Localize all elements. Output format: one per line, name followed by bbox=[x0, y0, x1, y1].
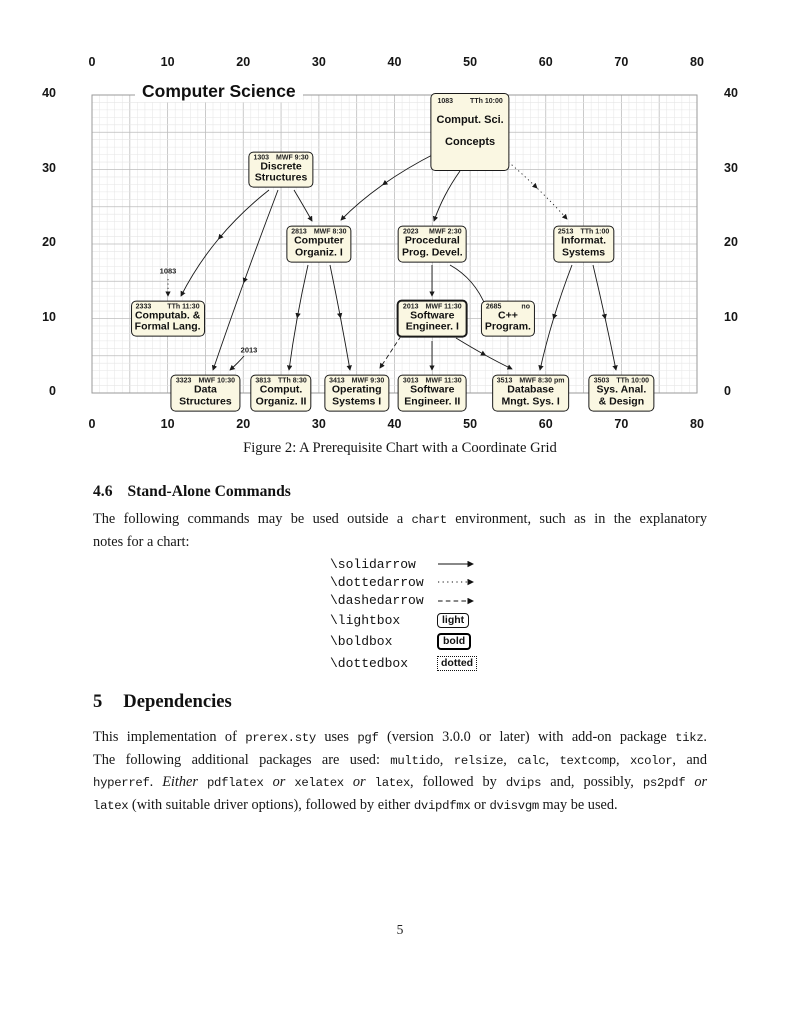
x-axis-tick: 0 bbox=[88, 55, 96, 69]
code-token: prerex.sty bbox=[245, 731, 316, 745]
course-schedule: MWF 10:30 bbox=[198, 377, 236, 385]
course-title-line: Computer bbox=[294, 234, 344, 247]
text-run: , bbox=[503, 751, 518, 768]
command-row bbox=[330, 631, 483, 652]
course-title-line: Sys. Anal. bbox=[596, 383, 647, 396]
course-title-line: Structures bbox=[254, 172, 308, 184]
command-row bbox=[330, 592, 483, 610]
dotted-arrow-sample bbox=[437, 577, 483, 587]
course-schedule: TTh 11:30 bbox=[167, 303, 200, 311]
x-axis-tick: 10 bbox=[160, 417, 175, 431]
dependencies-paragraph-line bbox=[93, 750, 707, 773]
course-title-line: & Design bbox=[598, 395, 645, 408]
code-token: dvips bbox=[505, 776, 542, 791]
course-title-line: Data bbox=[194, 383, 217, 396]
x-axis-tick: 20 bbox=[236, 417, 251, 431]
course-code: 3013 bbox=[402, 377, 419, 385]
command-row bbox=[330, 573, 483, 591]
course-title-line: Concepts bbox=[445, 135, 496, 148]
course-code: 2513 bbox=[557, 228, 574, 236]
text-run: and, possibly, bbox=[541, 774, 643, 791]
section-title: Dependencies bbox=[123, 691, 232, 712]
course-title-line: Operating bbox=[331, 383, 382, 396]
course-title-line: C++ bbox=[498, 309, 518, 322]
dotted-box-sample bbox=[437, 656, 481, 671]
course-code: 2013 bbox=[402, 303, 419, 311]
course-title-line: Organiz. I bbox=[294, 246, 343, 259]
text-run: The following additional packages are used: bbox=[93, 751, 391, 768]
course-box-3513 bbox=[492, 375, 570, 412]
x-axis-tick: 0 bbox=[88, 417, 96, 431]
text-run: . bbox=[703, 729, 707, 745]
dependencies-paragraph-line bbox=[93, 727, 707, 750]
x-axis-tick: 60 bbox=[538, 417, 553, 431]
course-title-line: Program. bbox=[484, 321, 531, 333]
chart-title: Computer Science bbox=[135, 81, 303, 102]
code-token: latex bbox=[374, 776, 411, 791]
command-name: \boldbox bbox=[330, 634, 393, 650]
course-schedule: TTh 1:00 bbox=[580, 228, 610, 236]
light-box-sample bbox=[437, 613, 481, 628]
text-run bbox=[685, 774, 694, 790]
course-code: 2023 bbox=[402, 228, 419, 236]
course-title-line: Software bbox=[410, 383, 455, 396]
section-number: 5 bbox=[93, 691, 103, 712]
text-run bbox=[285, 774, 294, 790]
text-run: , and bbox=[672, 751, 707, 768]
code-token: chart bbox=[411, 513, 447, 527]
dependencies-paragraph-line bbox=[93, 795, 707, 818]
dotted-box-label: dotted bbox=[437, 656, 477, 671]
stand-alone-paragraph-line bbox=[93, 509, 707, 532]
course-schedule: MWF 11:30 bbox=[425, 377, 462, 385]
course-box-2013 bbox=[397, 299, 468, 338]
course-title-line: Mngt. Sys. I bbox=[501, 395, 560, 408]
code-token: tikz bbox=[675, 731, 704, 745]
course-title-line: Organiz. II bbox=[255, 395, 307, 408]
course-title-line: Informat. bbox=[561, 234, 607, 247]
text-run: (version 3.0.0 or later) with add-on package bbox=[378, 729, 676, 745]
x-axis-tick: 70 bbox=[614, 55, 629, 69]
text-run: or bbox=[470, 796, 490, 813]
course-code: 1303 bbox=[253, 154, 270, 162]
course-title-line: Software bbox=[410, 309, 455, 322]
x-axis-tick: 60 bbox=[538, 55, 553, 69]
course-title-line: Engineer. II bbox=[404, 395, 461, 408]
x-axis-tick: 50 bbox=[463, 417, 478, 431]
text-run: or bbox=[694, 774, 708, 791]
course-title-line: Comput. bbox=[259, 383, 303, 396]
command-name: \dottedbox bbox=[330, 655, 409, 671]
x-axis-tick: 80 bbox=[690, 55, 704, 69]
x-axis-tick: 10 bbox=[160, 55, 175, 69]
course-title-line: Discrete bbox=[260, 160, 302, 173]
light-box-label: light bbox=[437, 613, 469, 628]
code-token: calc bbox=[517, 753, 546, 768]
code-token: relsize bbox=[453, 753, 504, 768]
course-title-line: Database bbox=[507, 383, 554, 396]
course-box-3503 bbox=[589, 375, 654, 412]
command-name: \dashedarrow bbox=[330, 593, 424, 609]
code-token: dvisvgm bbox=[489, 798, 539, 813]
code-token: textcomp bbox=[559, 753, 616, 768]
code-token: ps2pdf bbox=[642, 776, 686, 791]
x-axis-tick: 70 bbox=[614, 417, 629, 431]
x-axis-tick: 40 bbox=[387, 55, 402, 69]
course-schedule: MWF 9:30 bbox=[351, 377, 385, 385]
course-schedule: MWF 11:30 bbox=[425, 303, 462, 311]
stand-alone-paragraph-line bbox=[93, 532, 707, 554]
text-run: , bbox=[616, 751, 630, 768]
course-box-2333 bbox=[131, 300, 205, 337]
page-number: 5 bbox=[396, 922, 404, 937]
course-title-line: Systems bbox=[561, 246, 606, 259]
text-run bbox=[264, 774, 273, 790]
course-code: 2333 bbox=[135, 303, 152, 311]
text-run: may be used. bbox=[538, 796, 618, 813]
course-box-3413 bbox=[324, 375, 389, 412]
paragraph-dependencies bbox=[93, 727, 707, 817]
text-run: , followed by bbox=[410, 774, 506, 791]
course-code: 3323 bbox=[175, 377, 192, 385]
text-run: Either bbox=[162, 774, 198, 791]
y-axis-tick: 10 bbox=[42, 309, 56, 324]
course-header bbox=[437, 97, 504, 105]
text-run: The following commands may be used outside a bbox=[93, 511, 412, 527]
code-token: pgf bbox=[357, 731, 379, 745]
text-run bbox=[198, 774, 207, 790]
course-code: 3413 bbox=[329, 377, 345, 385]
y-axis-tick: 20 bbox=[42, 235, 56, 249]
course-title-line: Systems I bbox=[332, 395, 382, 408]
code-token: xcolor bbox=[629, 753, 673, 768]
course-code: 3813 bbox=[255, 377, 271, 385]
half-course-label-2013: 2013 bbox=[240, 345, 258, 355]
course-box-3323 bbox=[171, 375, 240, 412]
section-title: Stand-Alone Commands bbox=[127, 483, 291, 500]
course-title-line: Structures bbox=[179, 395, 232, 408]
paragraph-stand-alone bbox=[93, 509, 707, 553]
text-run: or bbox=[352, 774, 366, 791]
course-schedule: MWF 8:30 pm bbox=[519, 377, 565, 385]
section-heading-4-6 bbox=[93, 483, 291, 501]
text-run: uses bbox=[315, 729, 358, 745]
course-title-line: Computab. & bbox=[134, 309, 201, 322]
course-box-layer bbox=[92, 95, 697, 408]
course-box-3013 bbox=[398, 375, 467, 412]
course-schedule: TTh 8:30 bbox=[277, 377, 307, 385]
solid-arrow-sample bbox=[437, 559, 483, 569]
course-schedule: TTh 10:00 bbox=[470, 98, 503, 106]
y-axis-tick: 0 bbox=[49, 384, 56, 398]
course-box-1303 bbox=[248, 151, 313, 188]
text-run: , bbox=[545, 751, 560, 768]
y-axis-tick: 10 bbox=[724, 309, 738, 324]
text-run: , bbox=[439, 751, 454, 768]
command-name: \lightbox bbox=[330, 613, 401, 629]
dependencies-paragraph-line bbox=[93, 772, 707, 795]
x-axis-tick: 80 bbox=[690, 417, 704, 431]
course-box-2813 bbox=[286, 226, 351, 263]
course-code: 3503 bbox=[593, 377, 610, 385]
stand-alone-commands-list bbox=[330, 555, 483, 674]
section-number: 4.6 bbox=[93, 483, 113, 500]
x-axis-tick: 50 bbox=[463, 55, 478, 69]
text-run: or bbox=[272, 774, 286, 791]
course-code: 2685 bbox=[485, 303, 502, 311]
bold-box-sample bbox=[437, 633, 481, 650]
course-box-2685 bbox=[481, 300, 535, 337]
x-axis-tick: 40 bbox=[387, 417, 402, 431]
x-axis-tick: 30 bbox=[311, 55, 326, 69]
command-name: \solidarrow bbox=[330, 556, 416, 572]
course-schedule: TTh 10:00 bbox=[616, 377, 650, 385]
y-axis-tick: 40 bbox=[42, 86, 56, 100]
course-box-2513 bbox=[553, 226, 614, 263]
half-course-label-1083: 1083 bbox=[159, 266, 177, 276]
command-row bbox=[330, 610, 483, 631]
figure-caption: Figure 2: A Prerequisite Chart with a Coordinate Grid bbox=[243, 440, 557, 456]
code-token: hyperref bbox=[93, 776, 150, 791]
text-run bbox=[366, 774, 375, 790]
course-title-line: Engineer. I bbox=[405, 321, 459, 333]
course-code: 1083 bbox=[437, 98, 454, 106]
text-run: This implementation of bbox=[93, 729, 246, 745]
y-axis-tick: 20 bbox=[724, 235, 738, 249]
x-axis-tick: 30 bbox=[311, 417, 326, 431]
y-axis-tick: 0 bbox=[724, 384, 731, 398]
course-schedule: MWF 9:30 bbox=[276, 154, 309, 162]
code-token: xelatex bbox=[294, 776, 344, 791]
bold-box-label: bold bbox=[437, 633, 471, 650]
text-run: . bbox=[149, 774, 163, 791]
course-title-line: Prog. Devel. bbox=[401, 246, 463, 259]
text-run: environment, such as in the explanatory bbox=[446, 511, 707, 527]
command-row bbox=[330, 652, 483, 673]
course-schedule: MWF 2:30 bbox=[428, 228, 462, 236]
course-code: 3513 bbox=[496, 377, 513, 385]
text-run: notes for a chart: bbox=[93, 533, 190, 550]
course-box-1083 bbox=[431, 93, 510, 171]
command-name: \dottedarrow bbox=[330, 574, 424, 590]
code-token: multido bbox=[390, 753, 440, 768]
dashed-arrow-sample bbox=[437, 596, 483, 606]
text-run: (with suitable driver options), followed by either bbox=[128, 796, 414, 813]
y-axis-tick: 30 bbox=[724, 160, 738, 175]
course-title-line: Comput. Sci. bbox=[436, 114, 504, 127]
text-run bbox=[344, 774, 353, 790]
course-box-3813 bbox=[250, 375, 311, 412]
x-axis-tick: 20 bbox=[236, 55, 251, 69]
code-token: dvipdfmx bbox=[413, 798, 471, 813]
y-axis-tick: 40 bbox=[724, 86, 738, 100]
code-token: pdflatex bbox=[206, 776, 264, 791]
course-schedule: MWF 8:30 bbox=[313, 228, 347, 236]
command-row bbox=[330, 555, 483, 573]
course-code: 2813 bbox=[291, 228, 307, 236]
course-title-line: Procedural bbox=[404, 234, 460, 247]
course-title-line: Formal Lang. bbox=[134, 321, 201, 333]
course-box-2023 bbox=[398, 226, 467, 263]
section-heading-5 bbox=[93, 691, 232, 713]
code-token: latex bbox=[93, 798, 129, 813]
course-schedule: no bbox=[521, 303, 530, 311]
y-axis-tick: 30 bbox=[42, 160, 56, 175]
